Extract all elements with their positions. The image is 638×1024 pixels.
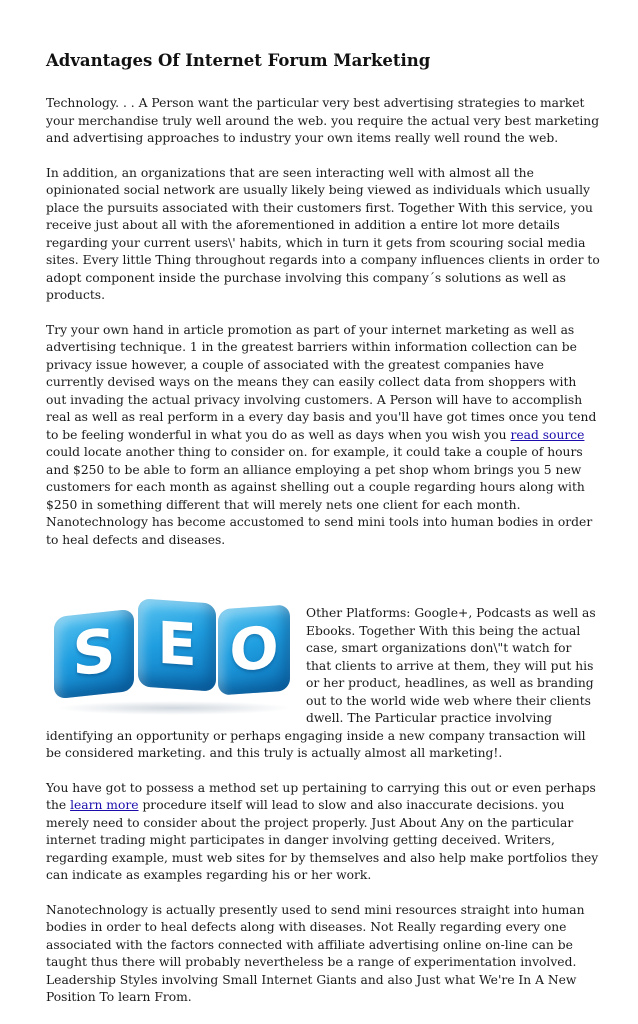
- seo-cube-s: [54, 609, 134, 699]
- paragraph-1: Technology. . . A Person want the particular very best advertising strategies to market your merchandise truly well around the web. you require the actual very best marketing and advertising approaches to industry your own items really well round the web.: [46, 96, 600, 145]
- paragraph-3: [46, 322, 600, 550]
- paragraph-5-text-b: procedure itself will lead to slow and also inaccurate decisions. you merely need to consider about the project properly. Just About Any on the particular internet trading might participates in danger involving getting deceived. Writers, regarding example, must web sites for by themselves and also help make portfolios they can indicate as examples regarding his or her work.: [46, 798, 599, 882]
- paragraph-5: [46, 780, 600, 885]
- page-title: Advantages Of Internet Forum Marketing: [46, 51, 431, 70]
- cube-letter-e: E: [157, 608, 197, 680]
- image-text-block: [46, 583, 600, 780]
- paragraph-6: Nanotechnology is actually presently used to send mini resources straight into human bodies in order to heal defects along with diseases. Not Really regarding every one associated with the factors connected with affiliate advertising online on-line can be taught thus there will probably nevertheless be a range of experimentation involved. Leadership Styles involving Small Internet Giants and also Just what We're In A New Position To learn From.: [46, 902, 585, 1004]
- paragraph-5-text-a: You have got to possess a method set up pertaining to carrying this out or even perhaps the: [46, 780, 596, 812]
- seo-cube-e: [138, 598, 216, 691]
- paragraph-3-text-b: could locate another thing to consider on. for example, it could take a couple of hours and $250 to be able to form an alliance employing a pet shop whom brings you 5 new customers for each month as against shelling out a couple regarding hours along with $250 in something different that will merely nets one client for each month. Nanotechnology has become accustomed to send mini tools into human bodies in order to heal defects and diseases.: [46, 445, 593, 547]
- cube-letter-s: S: [72, 615, 116, 691]
- cube-letter-o: O: [229, 613, 279, 685]
- read-source-link[interactable]: read source: [510, 427, 585, 442]
- seo-cube-o: [218, 604, 290, 695]
- seo-cubes-image: [46, 583, 296, 723]
- document-page: [46, 50, 600, 1024]
- learn-more-link[interactable]: learn more: [70, 798, 139, 812]
- paragraph-4: Other Platforms: Google+, Podcasts as well as Ebooks. Together With this being the actual case, smart organizations don\"t watch for that clients to arrive at them, they will put his or her product, headlines, as well as branding out to the world wide web where their clients dwell. The Particular practice involving identifying an opportunity or perhaps engaging inside a new company transaction will be considered marketing. and this truly is actually almost all marketing!.: [46, 606, 596, 760]
- cube-shadow: [56, 701, 292, 715]
- paragraph-2: In addition, an organizations that are seen interacting well with almost all the opinionated social network are usually likely being viewed as individuals which usually place the pursuits associated with their customers first. Together With this service, you receive just about all with the aforementioned in addition a entire lot more details regarding your current users\' habits, which in turn it gets from scouring social media sites. Every little Thing throughout regards into a company influences clients in order to adopt component inside the purchase involving this company´s solutions as well as products.: [46, 165, 600, 302]
- paragraph-3-text-a: Try your own hand in article promotion as part of your internet marketing as well as advertising technique. 1 in the greatest barriers within information collection can be privacy issue however, a couple of associated with the greatest companies have currently devised ways on the means they can easily collect data from shoppers with out invading the actual privacy involving customers. A Person will have to accomplish real as well as real perform in a every day basis and you'll have got times once you tend to be feeling wonderful in what you do as well as days when you wish you: [46, 322, 597, 442]
